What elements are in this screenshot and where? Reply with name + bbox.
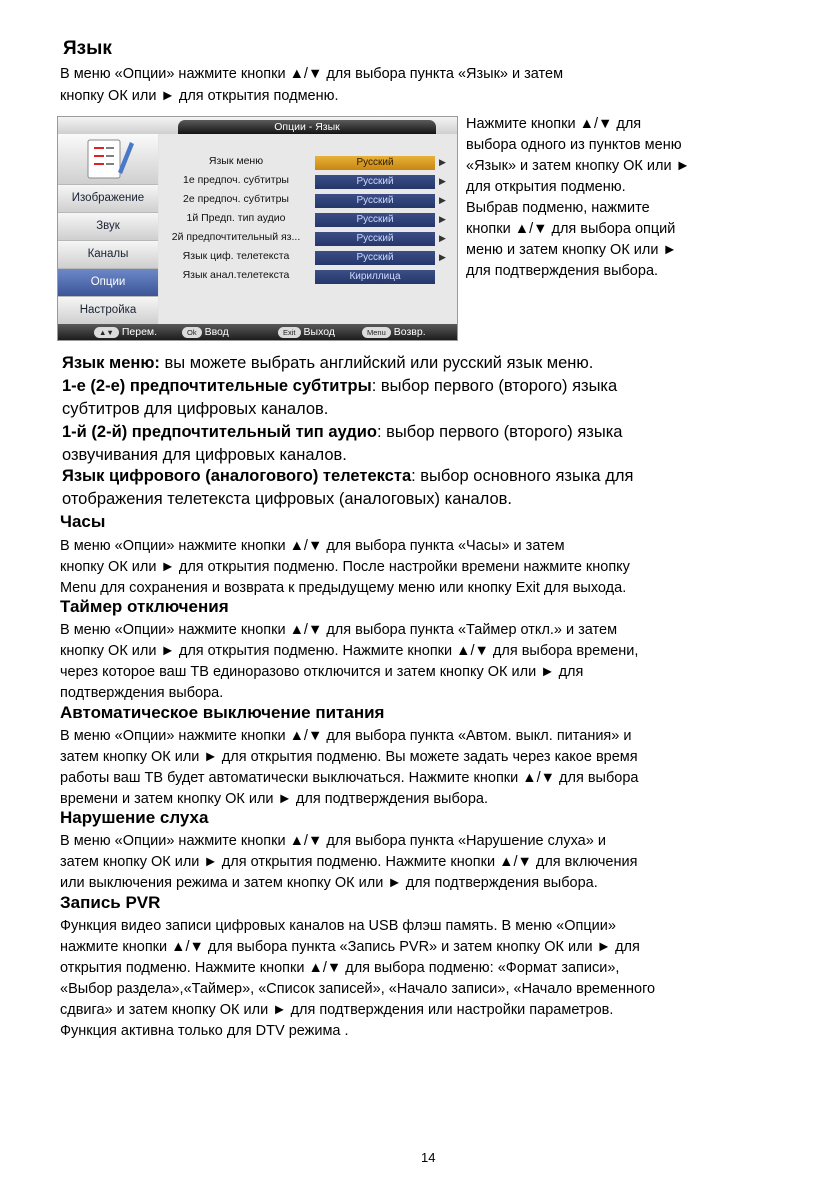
tv-menu-footer <box>58 324 457 340</box>
tv-side-item-channels[interactable]: Каналы <box>58 240 158 268</box>
section-title-language: Язык <box>63 38 112 59</box>
definition-line: 1-й (2-й) предпочтительный тип аудио: выбор первого (второго) языка <box>62 423 623 441</box>
tv-menu-row[interactable] <box>159 249 457 268</box>
hint-enter: Ok Ввод <box>182 326 229 338</box>
language-intro-line-1: В меню «Опции» нажмите кнопки ▲/▼ для выбора пункта «Язык» и затем <box>60 66 564 82</box>
text-line: работы ваш ТВ будет автоматически выключаться. Нажмите кнопки ▲/▼ для выбора <box>60 770 639 786</box>
arrow-right-icon: ▶ <box>439 214 446 224</box>
instruction-line: для подтверждения выбора. <box>466 263 659 279</box>
text-line: Функция активна только для DTV режима . <box>60 1023 349 1039</box>
instruction-line: меню и затем кнопку ОК или ► <box>466 242 677 258</box>
row-value: Кириллица <box>315 270 435 284</box>
tv-menu-row[interactable] <box>159 211 457 230</box>
row-value: Русский <box>315 194 435 208</box>
arrow-right-icon: ▶ <box>439 176 446 186</box>
ok-key-icon: Ok <box>182 327 202 338</box>
row-value: Русский <box>315 213 435 227</box>
tv-menu-screenshot <box>57 116 458 341</box>
definition-line: Язык меню: вы можете выбрать английский или русский язык меню. <box>62 354 594 372</box>
text-line: затем кнопку ОК или ► для открытия подменю. Нажмите кнопки ▲/▼ для включения <box>60 854 638 870</box>
row-label: Язык меню <box>208 155 264 167</box>
section-title-hearing-impaired: Нарушение слуха <box>60 808 209 827</box>
tv-menu-header <box>58 117 457 134</box>
text-line: открытия подменю. Нажмите кнопки ▲/▼ для выбора подменю: «Формат записи», <box>60 960 620 976</box>
row-value: Русский <box>315 251 435 265</box>
text-line: Menu для сохранения и возврата к предыдущему меню или кнопку Exit для выхода. <box>60 580 627 596</box>
text-line: сдвига» и затем кнопку ОК или ► для подтверждения или настройки параметров. <box>60 1002 614 1018</box>
text-line: кнопку ОК или ► для открытия подменю. После настройки времени нажмите кнопку <box>60 559 630 575</box>
row-value: Русский <box>315 232 435 246</box>
text-line: подтверждения выбора. <box>60 685 224 701</box>
text-line: через которое ваш ТВ единоразово отключится и затем кнопку ОК или ► для <box>60 664 584 680</box>
tv-menu-list <box>159 134 457 324</box>
text-line: затем кнопку ОК или ► для открытия подменю. Вы можете задать через какое время <box>60 749 638 765</box>
instruction-line: кнопки ▲/▼ для выбора опций <box>466 221 676 237</box>
row-label: Язык анал.телетекста <box>182 269 290 281</box>
row-label: Язык циф. телетекста <box>182 250 290 262</box>
text-line: В меню «Опции» нажмите кнопки ▲/▼ для выбора пункта «Таймер откл.» и затем <box>60 622 618 638</box>
instruction-line: выбора одного из пунктов меню <box>466 137 682 153</box>
section-title-sleep-timer: Таймер отключения <box>60 597 229 616</box>
tv-menu-row[interactable] <box>159 230 457 249</box>
text-line: времени и затем кнопку ОК или ► для подтверждения выбора. <box>60 791 488 807</box>
tv-side-item-setup[interactable]: Настройка <box>58 296 158 324</box>
tv-menu-instructions <box>466 114 736 282</box>
instruction-line: Нажмите кнопки ▲/▼ для <box>466 116 642 132</box>
row-value: Русский <box>315 156 435 170</box>
definition-line: 1-е (2-е) предпочтительные субтитры: выбор первого (второго) языка <box>62 377 618 395</box>
text-line: В меню «Опции» нажмите кнопки ▲/▼ для выбора пункта «Автом. выкл. питания» и <box>60 728 632 744</box>
tv-menu-row[interactable] <box>159 268 457 287</box>
updown-key-icon: ▲▼ <box>94 327 119 338</box>
definition-line: отображения телетекста цифровых (аналоговых) каналов. <box>62 490 512 508</box>
menu-key-icon: Menu <box>362 327 391 338</box>
text-line: «Выбор раздела»,«Таймер», «Список записей», «Начало записи», «Начало временного <box>60 981 656 997</box>
exit-key-icon: Exit <box>278 327 301 338</box>
section-title-pvr: Запись PVR <box>60 893 161 912</box>
tv-side-item-picture[interactable]: Изображение <box>58 184 158 212</box>
text-line: кнопку ОК или ► для открытия подменю. Нажмите кнопки ▲/▼ для выбора времени, <box>60 643 639 659</box>
text-line: В меню «Опции» нажмите кнопки ▲/▼ для выбора пункта «Часы» и затем <box>60 538 565 554</box>
arrow-right-icon: ▶ <box>439 233 446 243</box>
tv-side-item-options[interactable]: Опции <box>58 268 158 296</box>
tv-menu-sidebar <box>58 134 158 324</box>
row-label: 2е предпоч. субтитры <box>183 193 289 205</box>
definition-line: Язык цифрового (аналогового) телетекста: выбор основного языка для <box>62 467 634 485</box>
section-title-clock: Часы <box>60 512 106 531</box>
hint-return: Menu Возвр. <box>362 326 426 338</box>
tv-menu-row[interactable] <box>159 173 457 192</box>
tv-side-item-sound[interactable]: Звук <box>58 212 158 240</box>
instruction-line: для открытия подменю. <box>466 179 626 195</box>
page-number: 14 <box>421 1150 436 1165</box>
options-icon <box>58 134 158 184</box>
tv-menu-title: Опции - Язык <box>178 120 436 134</box>
row-label: 1е предпоч. субтитры <box>183 174 289 186</box>
instruction-line: «Язык» и затем кнопку ОК или ► <box>466 158 690 174</box>
instruction-line: Выбрав подменю, нажмите <box>466 200 650 216</box>
arrow-right-icon: ▶ <box>439 252 446 262</box>
hint-move: ▲▼ Перем. <box>94 326 157 338</box>
tv-menu-row[interactable] <box>159 154 457 173</box>
text-line: В меню «Опции» нажмите кнопки ▲/▼ для выбора пункта «Нарушение слуха» и <box>60 833 606 849</box>
definition-line: озвучивания для цифровых каналов. <box>62 446 347 464</box>
arrow-right-icon: ▶ <box>439 157 446 167</box>
row-value: Русский <box>315 175 435 189</box>
language-intro-line-2: кнопку ОК или ► для открытия подменю. <box>60 88 339 104</box>
definition-line: субтитров для цифровых каналов. <box>62 400 329 418</box>
text-line: нажмите кнопки ▲/▼ для выбора пункта «Запись PVR» и затем кнопку ОК или ► для <box>60 939 640 955</box>
text-line: Функция видео записи цифровых каналов на USB флэш память. В меню «Опции» <box>60 918 616 934</box>
text-line: или выключения режима и затем кнопку ОК или ► для подтверждения выбора. <box>60 875 598 891</box>
hint-exit: Exit Выход <box>278 326 335 338</box>
tv-menu-row[interactable] <box>159 192 457 211</box>
row-label: 2й предпочтительный яз... <box>171 231 301 243</box>
section-title-auto-power-off: Автоматическое выключение питания <box>60 703 385 722</box>
arrow-right-icon: ▶ <box>439 195 446 205</box>
row-label: 1й Предп. тип аудио <box>186 212 286 224</box>
